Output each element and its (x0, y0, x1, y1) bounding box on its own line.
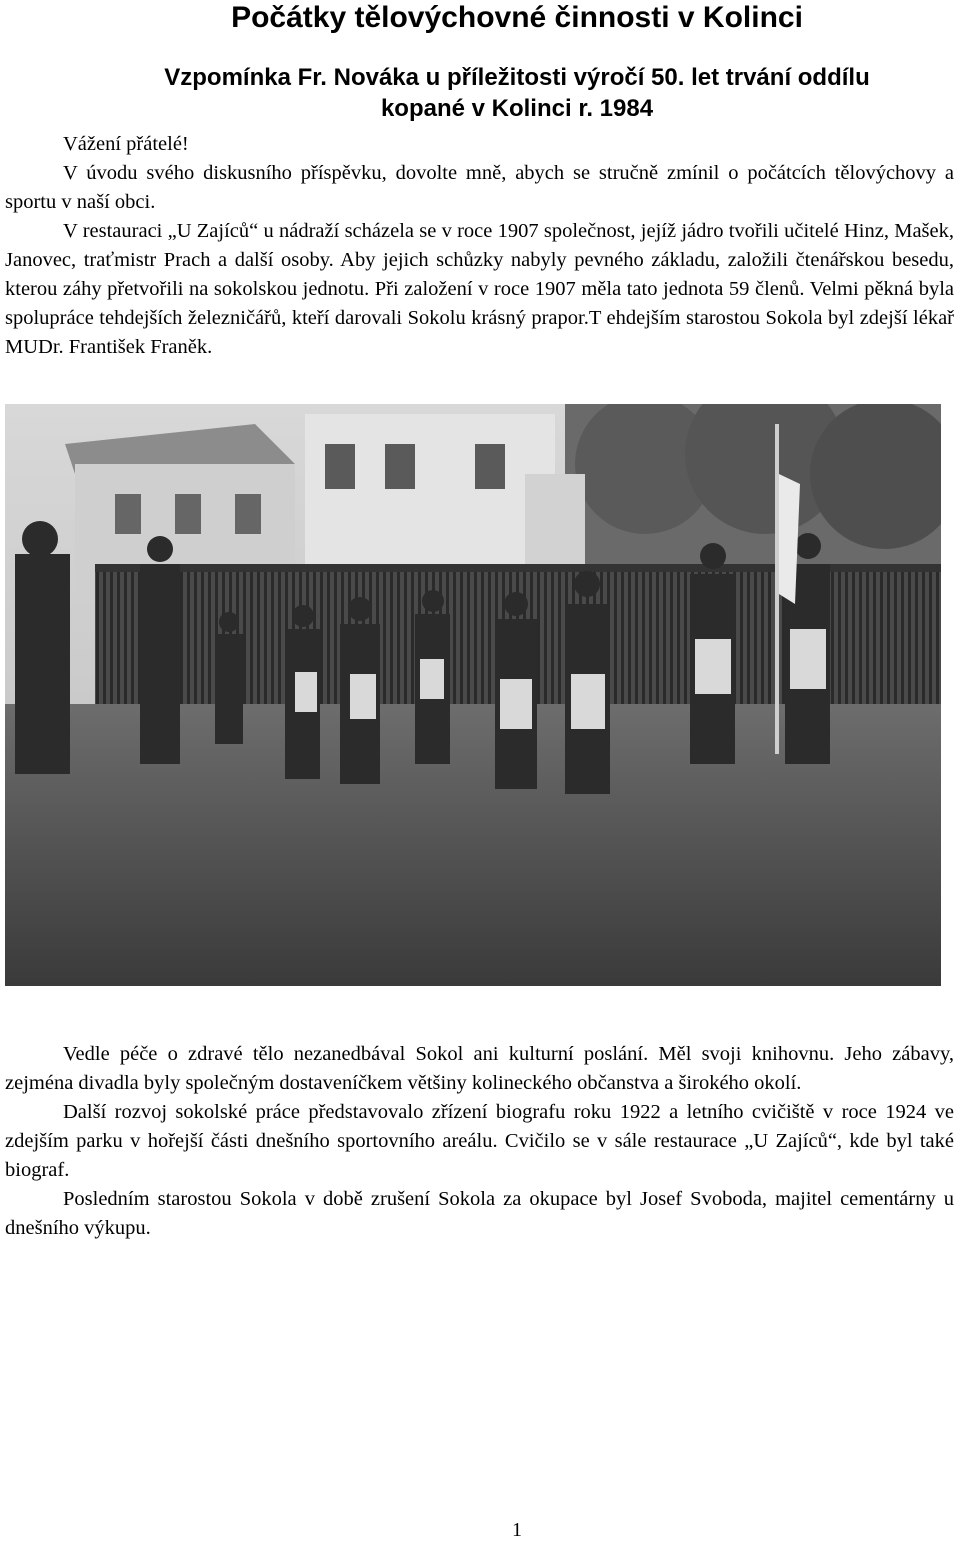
paragraph-1: V úvodu svého diskusního příspěvku, dovolte mně, abych se stručně zmínil o počátcích tělovýchovy a sportu v naší obci. (5, 162, 954, 213)
paragraph-3: Vedle péče o zdravé tělo nezanedbával Sokol ani kulturní poslání. Měl svoji knihovnu. Jeho zábavy, zejména divadla byly společným dostaveníčkem většiny kolineckého občanstva a širokého okolí. (5, 1043, 954, 1094)
subtitle-line-2: kopané v Kolinci r. 1984 (380, 95, 654, 122)
paragraph-2: V restauraci „U Zajíců“ u nádraží scházela se v roce 1907 společnost, jejíž jádro tvořili učitelé Hinz, Mašek, Janovec, traťmistr Prach a další osoby. Aby jejich schůzky nabyly pevného základu, založili čtenářskou besedu, kterou záhy přetvořili na sokolskou jednotu. Při založení v roce 1907 měla tato jednota 59 členů. Velmi pěkná byla spolupráce tehdejších železničářů, kteří darovali Sokolu krásný prapor.T ehdejším starostou Sokola byl zdejší lékař MUDr. František Franěk. (5, 220, 954, 358)
document-title: Počátky tělovýchovné činnosti v Kolinci (231, 1, 803, 34)
greeting: Vážení přátelé! (63, 133, 189, 155)
intro-text-block (5, 130, 954, 362)
paragraph-4: Další rozvoj sokolské práce představovalo zřízení biografu roku 1922 a letního cvičiště v roce 1924 ve zdejším parku v hořejší části dnešního sportovního areálu. Cvičilo se v sále restaurace „U Zajíců“, kde byl také biograf. (5, 1101, 954, 1181)
closing-text-block (5, 1040, 954, 1243)
historical-group-photo (5, 404, 941, 986)
paragraph-5: Posledním starostou Sokola v době zrušení Sokola za okupace byl Josef Svoboda, majitel cementárny u dnešního výkupu. (5, 1188, 954, 1239)
document-subtitle (0, 62, 960, 124)
subtitle-line-1: Vzpomínka Fr. Nováka u příležitosti výročí 50. let trvání oddílu (164, 64, 870, 91)
page-number: 1 (512, 1519, 522, 1541)
